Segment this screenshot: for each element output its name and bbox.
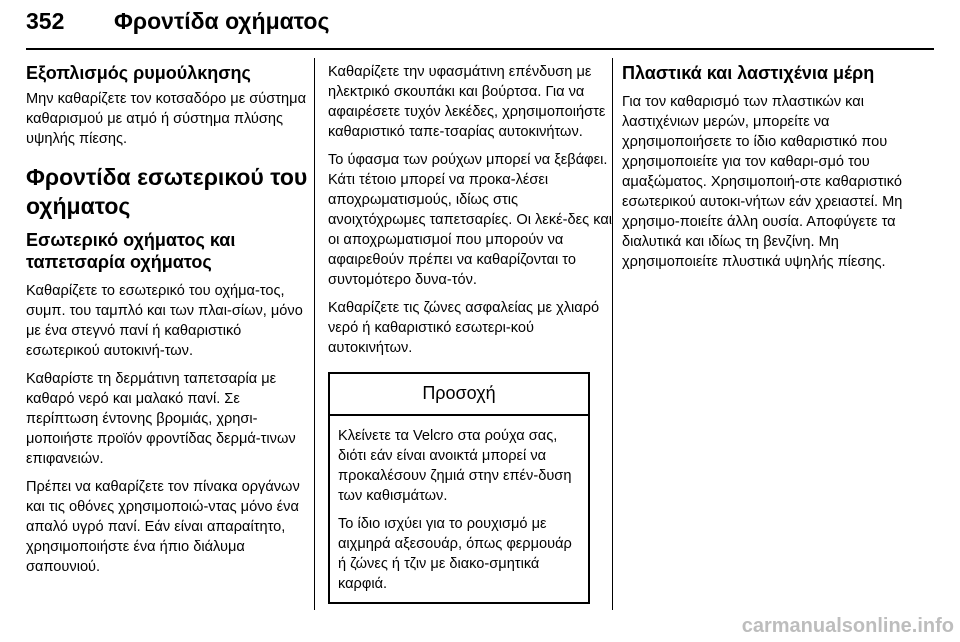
caution-paragraph: Το ίδιο ισχύει για το ρουχισμό με αιχμηρά αξεσουάρ, όπως φερμουάρ ή ζώνες ή τζιν με διακο-σμητικά καρφιά. [338,516,572,592]
caution-box [328,372,590,604]
page-number: 352 [26,8,65,34]
column-divider [314,58,315,610]
section-heading-plastic: Πλαστικά και λαστιχένια μέρη [622,63,875,83]
paragraph: Καθαρίζετε το εσωτερικό του οχήμα-τος, συμπ. του ταμπλό και των πλαι-σίων, μόνο με ένα στεγνό πανί ή καθαριστικό εσωτερικού αυτοκινή-των. [26,283,303,359]
paragraph: Μην καθαρίζετε τον κοτσαδόρο με σύστημα καθαρισμού με ατμό ή σύστημα πλύσης υψηλής πίεσης. [26,91,307,147]
section-heading-upholstery: Εσωτερικό οχήματος και ταπετσαρία οχήματος [26,230,236,272]
column-right [622,62,910,280]
header-rule [26,48,934,50]
column-left [26,62,310,585]
paragraph: Το ύφασμα των ρούχων μπορεί να ξεβάφει. Κάτι τέτοιο μπορεί να προκα-λέσει αποχρωματισμούς, ιδίως στις ανοιχτόχρωμες ταπετσαρίες. Οι λεκέ-δες και οι αποχρωματισμοί που μπορούν να αφαιρεθούν πρέπει να καθαρίζονται το συντομότερο δυνα-τόν. [328,152,612,288]
caution-title: Προσοχή [330,374,588,416]
page-title: Φροντίδα οχήματος [114,8,330,34]
column-divider [612,58,613,610]
caution-body [330,416,588,594]
column-middle [328,62,612,604]
page-header [26,4,934,48]
caution-paragraph: Κλείνετε τα Velcro στα ρούχα σας, διότι εάν είναι ανοικτά μπορεί να προκαλέσουν ζημιά στην επέν-δυση των καθισμάτων. [338,428,572,504]
watermark: carmanualsonline.info [741,615,954,637]
paragraph: Πρέπει να καθαρίζετε τον πίνακα οργάνων και τις οθόνες χρησιμοποιώ-ντας μόνο ένα απαλό υγρό πανί. Εάν είναι απαραίτητο, χρησιμοποιήστε ένα ήπιο διάλυμα σαπουνιού. [26,479,300,575]
paragraph: Καθαρίστε τη δερμάτινη ταπετσαρία με καθαρό νερό και μαλακό πανί. Σε περίπτωση έντονης βρομιάς, χρησι-μοποιήστε προϊόν φροντίδας δερμά-τινων επιφανειών. [26,371,296,467]
paragraph: Καθαρίζετε τις ζώνες ασφαλείας με χλιαρό νερό ή καθαριστικό εσωτερι-κού αυτοκινήτων. [328,300,600,356]
paragraph: Καθαρίζετε την υφασμάτινη επένδυση με ηλεκτρικό σκουπάκι και βούρτσα. Για να αφαιρέσετε τυχόν λεκέδες, χρησιμοποιήστε καθαριστικό ταπε-τσαρίας αυτοκινήτων. [328,64,606,140]
paragraph: Για τον καθαρισμό των πλαστικών και λαστιχένιων μερών, μπορείτε να χρησιμοποιήσετε το ίδιο καθαριστικό που χρησιμοποιείτε για τον καθαρι-σμό του αμαξώματος. Χρησιμοποιή-στε καθαριστικό εσωτερικού αυτοκι-νήτων εάν χρειαστεί. Μη χρησιμο-ποιείτε άλλη ουσία. Αποφύγετε τα διαλυτικά και ιδίως τη βενζίνη. Μη χρησιμοποιείτε πλυστικά υψηλής πίεσης. [622,94,903,270]
section-heading-towing: Εξοπλισμός ρυμούλκησης [26,63,251,83]
chapter-heading-interior: Φροντίδα εσωτερικού του οχήματος [26,164,308,219]
